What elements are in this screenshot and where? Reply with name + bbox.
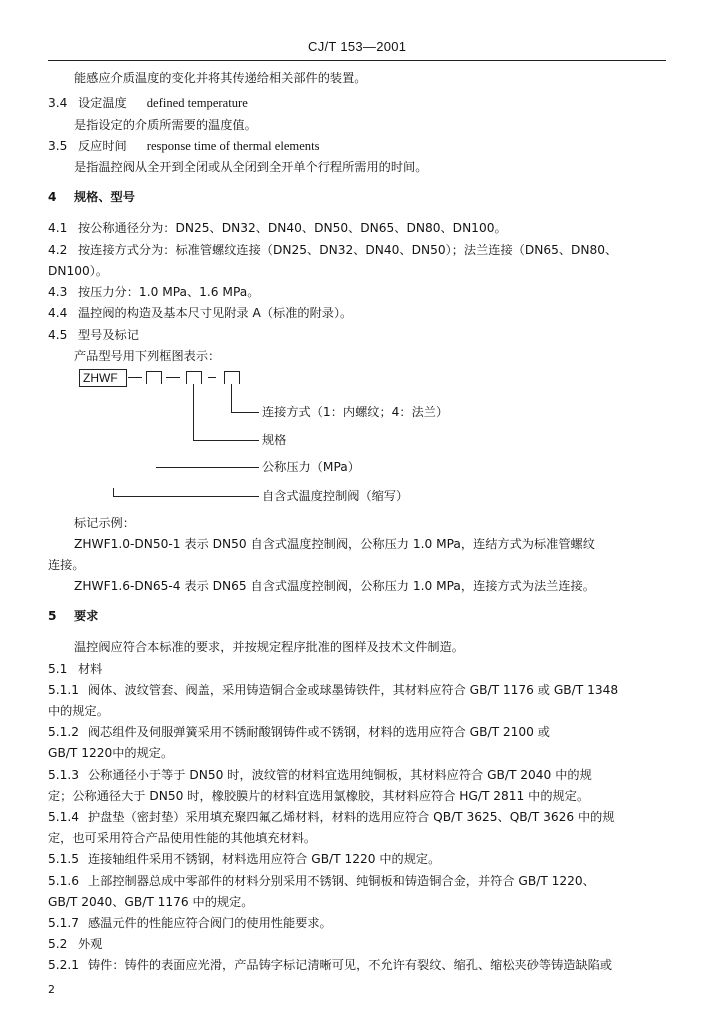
section-4-heading: 4 规格、型号 <box>48 190 135 204</box>
clause-5-1-1: 5.1.1 阀体、波纹管套、阀盖，采用铸造铜合金或球墨铸铁件，其材料应符合 GB/T 1176 或 GB/T 1348 <box>48 683 619 697</box>
dash-1 <box>128 377 142 378</box>
examples-heading: 标记示例： <box>74 516 135 530</box>
text-line: 温控阀应符合本标准的要求，并按规定程序批准的图样及技术文件制造。 <box>74 640 464 654</box>
example-2: ZHWF1.6-DN65-4 表示 DN65 自含式温度控制阀，公称压力 1.0 MPa，连接方式为法兰连接。 <box>74 579 595 593</box>
leader-connection-v <box>231 384 232 412</box>
clause-5-1-3: 5.1.3 公称通径小于等于 DN50 时，波纹管的材料宜选用纯铜板，其材料应符合 GB/T 2040 中的规 <box>48 768 592 782</box>
example-1: ZHWF1.0-DN50-1 表示 DN50 自含式温度控制阀，公称压力 1.0 MPa，连结方式为标准管螺纹 <box>74 537 595 551</box>
clause-4-4: 4.4 温控阀的构造及基本尺寸见附录 A（标准的附录）。 <box>48 306 353 320</box>
text-line: GB/T 1220中的规定。 <box>48 746 174 760</box>
header-rule <box>48 60 666 61</box>
text-line: GB/T 2040、GB/T 1176 中的规定。 <box>48 895 254 909</box>
text-line: 定，也可采用符合产品使用性能的其他填充材料。 <box>48 831 317 845</box>
clause-5-1-2: 5.1.2 阀芯组件及伺服弹簧采用不锈耐酸钢铸件或不锈钢，材料的选用应符合 GB/T 2100 或 <box>48 725 550 739</box>
section-5-heading: 5 要求 <box>48 609 99 623</box>
clause-4-5: 4.5 型号及标记 <box>48 328 139 342</box>
leader-size-h <box>193 440 259 441</box>
leader-connection-h <box>231 412 259 413</box>
text-line: 是指温控阀从全开到全闭或从全闭到全开单个行程所需用的时间。 <box>74 160 428 174</box>
text-line: 能感应介质温度的变化并将其传递给相关部件的装置。 <box>74 71 367 85</box>
text-line: 定；公称通径大于 DN50 时，橡胶膜片的材料宜选用氯橡胶，其材料应符合 HG/T 2811 中的规定。 <box>48 789 590 803</box>
standard-number: CJ/T 153—2001 <box>308 39 407 54</box>
leader-pressure-h <box>156 467 259 468</box>
label-abbrev: 自含式温度控制阀（缩写） <box>262 489 409 503</box>
clause-3-4: 3.4 设定温度 defined temperature <box>48 96 248 110</box>
clause-5-1-7: 5.1.7 感温元件的性能应符合阀门的使用性能要求。 <box>48 916 332 930</box>
clause-5-1-4: 5.1.4 护盘垫（密封垫）采用填充聚四氟乙烯材料，材料的选用应符合 QB/T 3625、QB/T 3626 中的规 <box>48 810 615 824</box>
text-line: 是指设定的介质所需要的温度值。 <box>74 118 257 132</box>
label-connection: 连接方式（1：内螺纹；4：法兰） <box>262 405 449 419</box>
example-1-cont: 连接。 <box>48 558 85 572</box>
clause-5-1-5: 5.1.5 连接轴组件采用不锈钢，材料选用应符合 GB/T 1220 中的规定。 <box>48 852 441 866</box>
dash-2 <box>166 377 180 378</box>
model-code: ZHWF <box>83 371 118 385</box>
slot-pressure <box>146 371 162 384</box>
clause-4-2: 4.2 按连接方式分为：标准管螺纹连接（DN25、DN32、DN40、DN50）；法兰连接（DN65、DN80、 <box>48 243 618 257</box>
page-number: 2 <box>48 983 55 996</box>
leader-abbrev-h <box>113 496 259 497</box>
text-line: 中的规定。 <box>48 704 109 718</box>
text-line: DN100）。 <box>48 264 109 278</box>
clause-5-1-6: 5.1.6 上部控制器总成中零部件的材料分别采用不锈钢、纯铜板和铸造铜合金，并符合 GB/T 1220、 <box>48 874 595 888</box>
leader-size-v <box>193 384 194 440</box>
label-pressure: 公称压力（MPa） <box>262 460 360 474</box>
dash-3 <box>208 377 216 378</box>
clause-5-1: 5.1 材料 <box>48 662 103 676</box>
slot-size <box>186 371 202 384</box>
leader-abbrev-v <box>113 488 114 496</box>
label-size: 规格 <box>262 433 287 447</box>
clause-3-5: 3.5 反应时间 response time of thermal elements <box>48 139 320 153</box>
text-line: 产品型号用下列框图表示： <box>74 349 221 363</box>
slot-connection <box>224 371 240 384</box>
clause-4-1: 4.1 按公称通径分为：DN25、DN32、DN40、DN50、DN65、DN80、DN100。 <box>48 221 507 235</box>
clause-5-2: 5.2 外观 <box>48 937 103 951</box>
clause-4-3: 4.3 按压力分：1.0 MPa、1.6 MPa。 <box>48 285 260 299</box>
clause-5-2-1: 5.2.1 铸件：铸件的表面应光滑，产品铸字标记清晰可见，不允许有裂纹、缩孔、缩松夹砂等铸造缺陷或 <box>48 958 613 972</box>
